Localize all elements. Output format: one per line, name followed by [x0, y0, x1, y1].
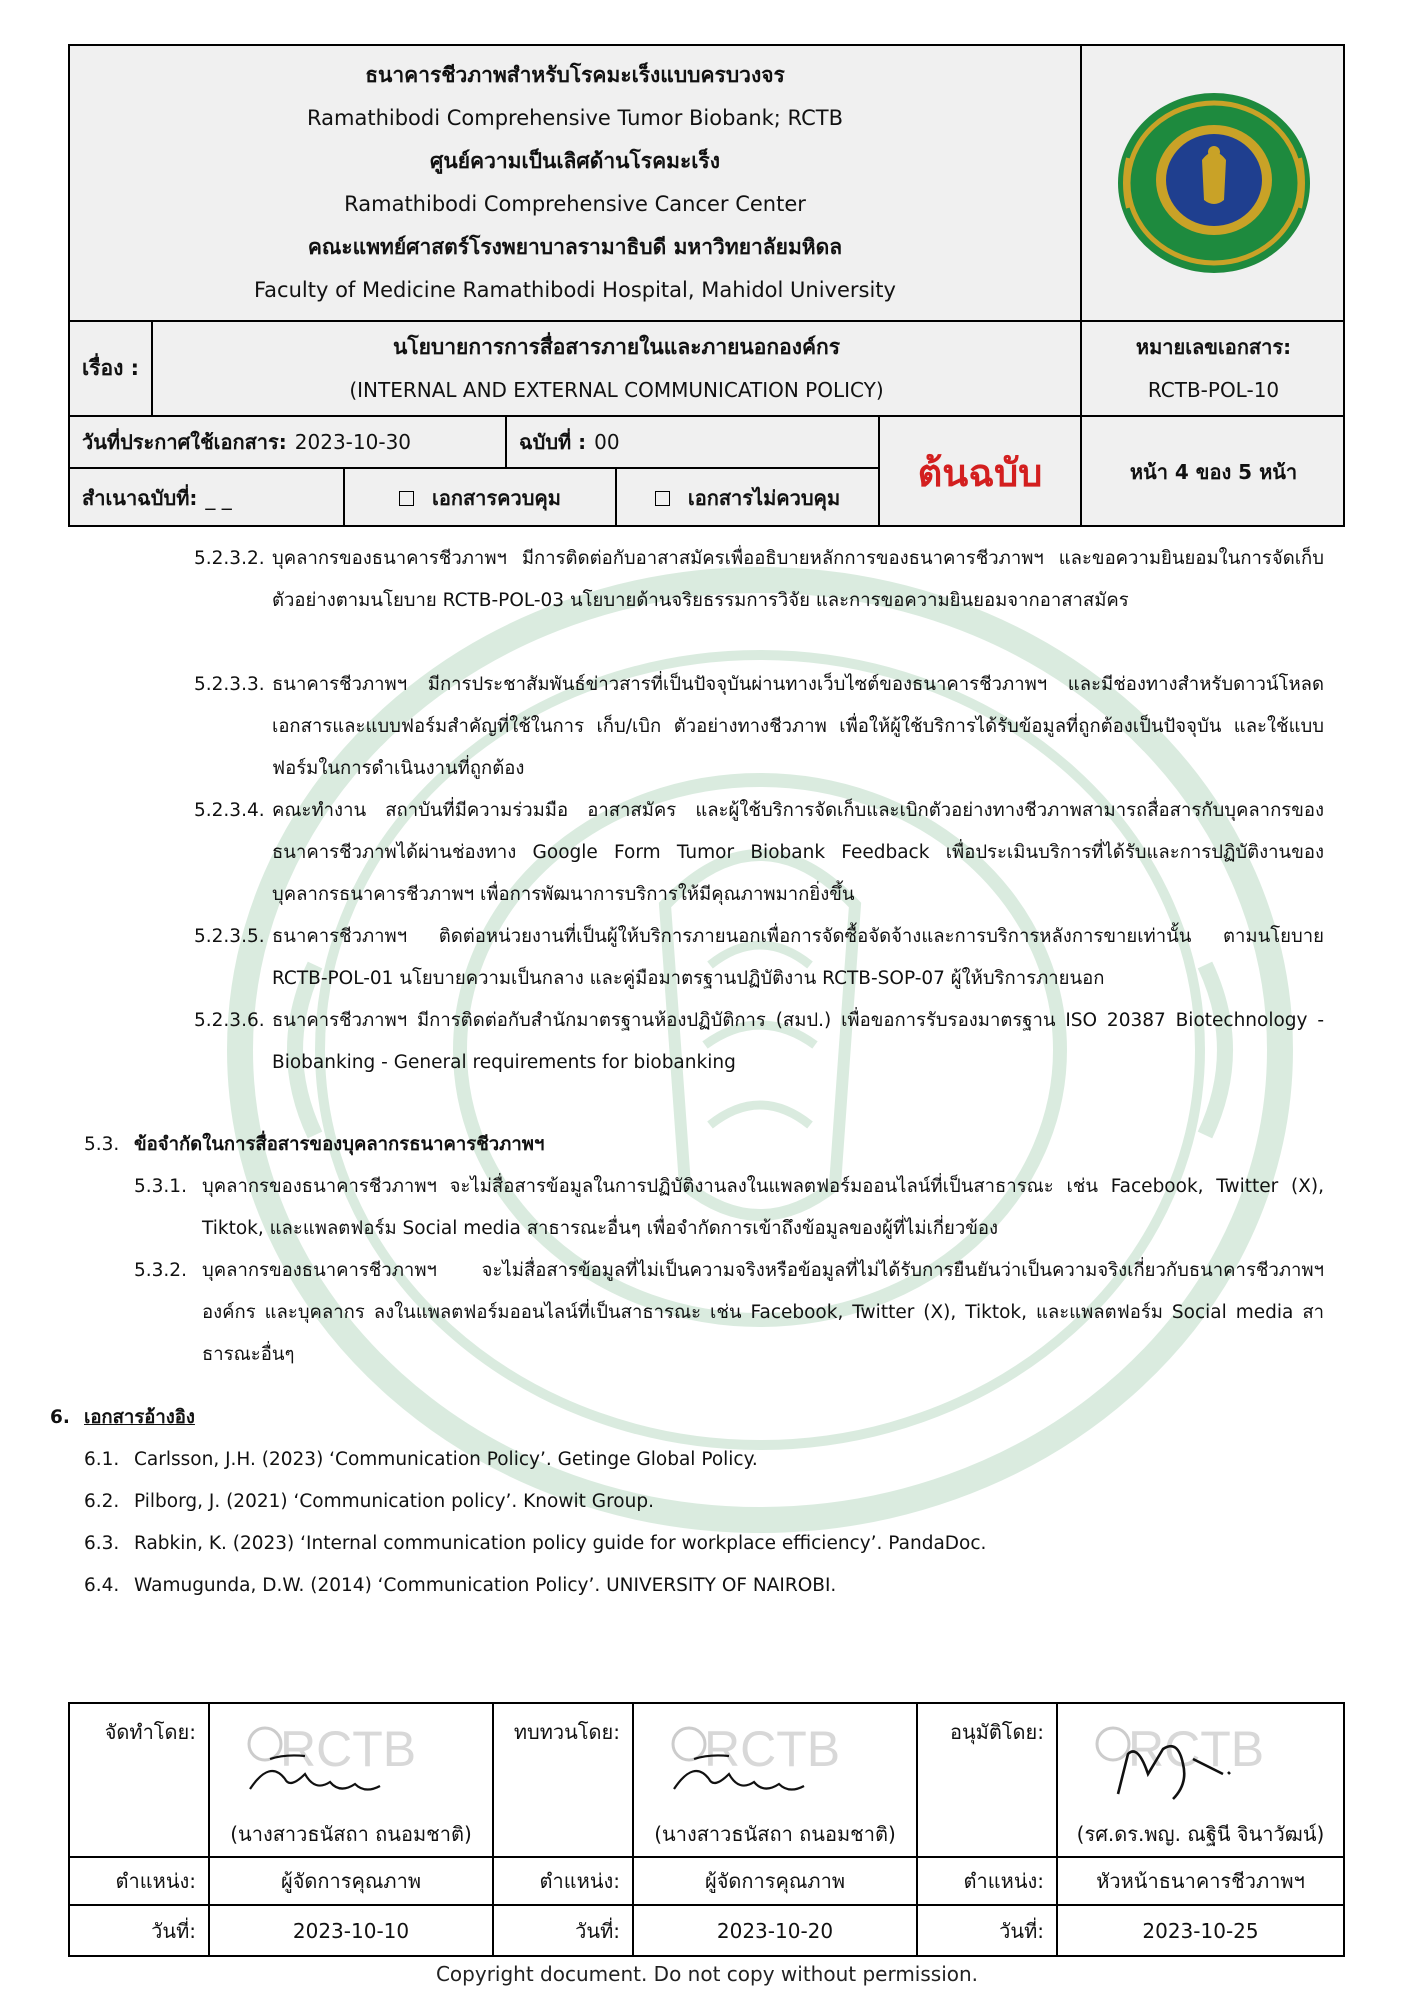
- item-number: 5.2.3.4.: [194, 800, 265, 821]
- original-stamp: ต้นฉบับ: [880, 417, 1082, 527]
- document-number: RCTB-POL-10: [1147, 378, 1280, 402]
- item-text: ธนาคารชีวภาพฯ ติดต่อหน่วยงานที่เป็นผู้ให้บริการภายนอกเพื่อการจัดซื้อจัดจ้างและการบริการหลังการขายเท่านั้น ตามนโยบาย RCTB-POL-01 นโยบายความเป็นกลาง และคู่มือมาตรฐานปฏิบัติงาน RCTB-SOP-07 ผู้ให้บริการภายนอก: [272, 926, 1324, 989]
- position-label: ตำแหน่ง:: [494, 1858, 634, 1906]
- list-item: [194, 538, 1324, 622]
- position-label: ตำแหน่ง:: [918, 1858, 1058, 1906]
- rctb-stamp-text: RCTB: [280, 1721, 417, 1777]
- document-number-label: หมายเลขเอกสาร:: [1135, 335, 1292, 359]
- item-text: Carlsson, J.H. (2023) ‘Communication Policy’. Getinge Global Policy.: [134, 1449, 758, 1470]
- copyright-notice: Copyright document. Do not copy without permission.: [435, 1962, 979, 1986]
- reviewed-name: (นางสาวธนัสถา ถนอมชาติ): [654, 1822, 896, 1846]
- item-number: 5.2.3.5.: [194, 926, 265, 947]
- prepared-by-label: จัดทำโดย:: [70, 1704, 210, 1858]
- org-name-en-1: Ramathibodi Comprehensive Tumor Biobank; RCTB: [307, 106, 843, 130]
- approved-date: 2023-10-25: [1142, 1918, 1259, 1943]
- item-number: 5.3.2.: [134, 1260, 187, 1281]
- prepared-signature: [210, 1704, 494, 1814]
- item-number: 6.3.: [84, 1533, 120, 1554]
- item-number: 6.1.: [84, 1449, 120, 1470]
- item-text: Wamugunda, D.W. (2014) ‘Communication Policy’. UNIVERSITY OF NAIROBI.: [134, 1575, 837, 1596]
- references-heading: [50, 1397, 1320, 1439]
- approved-name: (รศ.ดร.พญ. ณฐินี จินาวัฒน์): [1076, 1822, 1325, 1846]
- item-number: 6.2.: [84, 1491, 120, 1512]
- copy-number: _ _: [205, 486, 232, 510]
- reviewed-date: 2023-10-20: [634, 1906, 918, 1955]
- section-title: ข้อจำกัดในการสื่อสารของบุคลากรธนาคารชีวภาพฯ: [134, 1134, 545, 1155]
- copy-number-label: สำเนาฉบับที่:: [82, 486, 198, 510]
- edition-number: 00: [594, 430, 620, 454]
- list-item: [194, 1000, 1324, 1084]
- org-name-th-3: คณะแพทย์ศาสตร์โรงพยาบาลรามาธิบดี มหาวิทยาลัยมหิดล: [307, 235, 843, 259]
- prepared-position: ผู้จัดการคุณภาพ: [210, 1858, 494, 1906]
- prepared-signature-cell: [210, 1704, 494, 1858]
- controlled-label: เอกสารควบคุม: [431, 486, 561, 510]
- rctb-stamp-text: RCTB: [1128, 1721, 1265, 1777]
- effective-date-label: วันที่ประกาศใช้เอกสาร:: [82, 430, 287, 454]
- item-text: ธนาคารชีวภาพฯ มีการติดต่อกับสำนักมาตรฐานห้องปฏิบัติการ (สมป.) เพื่อขอการรับรองมาตรฐาน ISO 20387 Biotechnology - Biobanking - General requirements for biobanking: [272, 1010, 1324, 1073]
- item-number: 5.2.3.3.: [194, 674, 265, 695]
- page-number: หน้า 4 ของ 5 หน้า: [1129, 460, 1298, 484]
- rctb-stamp-text: RCTB: [704, 1721, 841, 1777]
- prepared-date: 2023-10-10: [210, 1906, 494, 1955]
- section-title: เอกสารอ้างอิง: [84, 1407, 195, 1428]
- item-text: บุคลากรของธนาคารชีวภาพฯ จะไม่สื่อสารข้อมูลในการปฏิบัติงานลงในแพลตฟอร์มออนไลน์ที่เป็นสาธารณะ เช่น Facebook, Twitter (X), Tiktok, และแพลตฟอร์ม Social media สาธารณะอื่นๆ เพื่อจำกัดการเข้าถึงข้อมูลของผู้ที่ไม่เกี่ยวข้อง: [202, 1176, 1324, 1239]
- item-text: บุคลากรของธนาคารชีวภาพฯ มีการติดต่อกับอาสาสมัครเพื่ออธิบายหลักการของธนาคารชีวภาพฯ และขอความยินยอมในการจัดเก็บตัวอย่างตามนโยบาย RCTB-POL-03 นโยบายด้านจริยธรรมการวิจัย และการขอความยินยอมจากอาสาสมัคร: [272, 548, 1324, 611]
- subject-title-th: นโยบายการการสื่อสารภายในและภายนอกองค์กร: [392, 335, 841, 359]
- item-number: 5.2.3.6.: [194, 1010, 265, 1031]
- effective-date: 2023-10-30: [294, 430, 412, 454]
- date-label: วันที่:: [70, 1906, 210, 1955]
- reference-item: [84, 1565, 1324, 1607]
- org-name-th-1: ธนาคารชีวภาพสำหรับโรคมะเร็งแบบครบวงจร: [365, 63, 785, 87]
- org-name-en-3: Faculty of Medicine Ramathibodi Hospital, Mahidol University: [254, 278, 896, 302]
- subject-title-en: (INTERNAL AND EXTERNAL COMMUNICATION POLICY): [349, 378, 884, 402]
- section-number: 5.3.: [84, 1134, 120, 1155]
- list-item: [194, 790, 1324, 916]
- edition-label: ฉบับที่ :: [519, 430, 587, 454]
- item-number: 5.3.1.: [134, 1176, 187, 1197]
- item-number: 5.2.3.2.: [194, 548, 265, 569]
- prepared-name: (นางสาวธนัสถา ถนอมชาติ): [230, 1822, 472, 1846]
- section-number: 6.: [50, 1407, 70, 1428]
- item-text: คณะทำงาน สถาบันที่มีความร่วมมือ อาสาสมัคร และผู้ใช้บริการจัดเก็บและเบิกตัวอย่างทางชีวภาพสามารถสื่อสารกับบุคลากรของธนาคารชีวภาพได้ผ่านช่องทาง Google Form Tumor Biobank Feedback เพื่อประเมินบริการที่ได้รับและการปฏิบัติงานของบุคลากรธนาคารชีวภาพฯ เพื่อการพัฒนาการบริการให้มีคุณภาพมากยิ่งขึ้น: [272, 800, 1324, 905]
- list-item: [194, 664, 1324, 790]
- item-text: ธนาคารชีวภาพฯ มีการประชาสัมพันธ์ข่าวสารที่เป็นปัจจุบันผ่านทางเว็บไซต์ของธนาคารชีวภาพฯ และมีช่องทางสำหรับดาวน์โหลดเอกสารและแบบฟอร์มสำคัญที่ใช้ในการ เก็บ/เบิก ตัวอย่างทางชีวภาพ เพื่อให้ผู้ใช้บริการได้รับข้อมูลที่ถูกต้องเป็นปัจจุบัน และใช้แบบฟอร์มในการดำเนินงานที่ถูกต้อง: [272, 674, 1324, 779]
- reviewed-signature: [634, 1704, 918, 1814]
- item-text: บุคลากรของธนาคารชีวภาพฯ จะไม่สื่อสารข้อมูลที่ไม่เป็นความจริงหรือข้อมูลที่ไม่ได้รับการยืนยันว่าเป็นความจริงเกี่ยวกับธนาคารชีวภาพฯ องค์กร และบุคลากร ลงในแพลตฟอร์มออนไลน์ที่เป็นสาธารณะ เช่น Facebook, Twitter (X), Tiktok, และแพลตฟอร์ม Social media สาธารณะอื่นๆ: [202, 1260, 1324, 1365]
- uncontrolled-label: เอกสารไม่ควบคุม: [687, 486, 841, 510]
- item-text: Rabkin, K. (2023) ‘Internal communication policy guide for workplace efficiency’. PandaDoc.: [134, 1533, 987, 1554]
- subject-label: เรื่อง :: [70, 322, 153, 417]
- reference-item: [84, 1439, 1324, 1481]
- reviewed-signature-cell: [634, 1704, 918, 1858]
- approved-by-label: อนุมัติโดย:: [918, 1704, 1058, 1858]
- date-label: วันที่:: [494, 1906, 634, 1955]
- reference-item: [84, 1481, 1324, 1523]
- reference-item: [84, 1523, 1324, 1565]
- reviewed-position: ผู้จัดการคุณภาพ: [634, 1858, 918, 1906]
- section-5-3-heading: [84, 1124, 1324, 1166]
- org-name-th-2: ศูนย์ความเป็นเลิศด้านโรคมะเร็ง: [430, 149, 720, 173]
- list-item: [194, 916, 1324, 1000]
- item-text: Pilborg, J. (2021) ‘Communication policy’. Knowit Group.: [134, 1491, 654, 1512]
- list-item: [134, 1166, 1324, 1250]
- org-name-en-2: Ramathibodi Comprehensive Cancer Center: [344, 192, 806, 216]
- date-label: วันที่:: [918, 1906, 1058, 1955]
- approved-position: หัวหน้าธนาคารชีวภาพฯ: [1058, 1858, 1343, 1906]
- position-label: ตำแหน่ง:: [70, 1858, 210, 1906]
- list-item: [134, 1250, 1324, 1376]
- approved-signature-cell: [1058, 1704, 1343, 1858]
- item-number: 6.4.: [84, 1575, 120, 1596]
- reviewed-by-label: ทบทวนโดย:: [494, 1704, 634, 1858]
- approval-table: [68, 1702, 1345, 1957]
- approved-signature: [1058, 1704, 1343, 1814]
